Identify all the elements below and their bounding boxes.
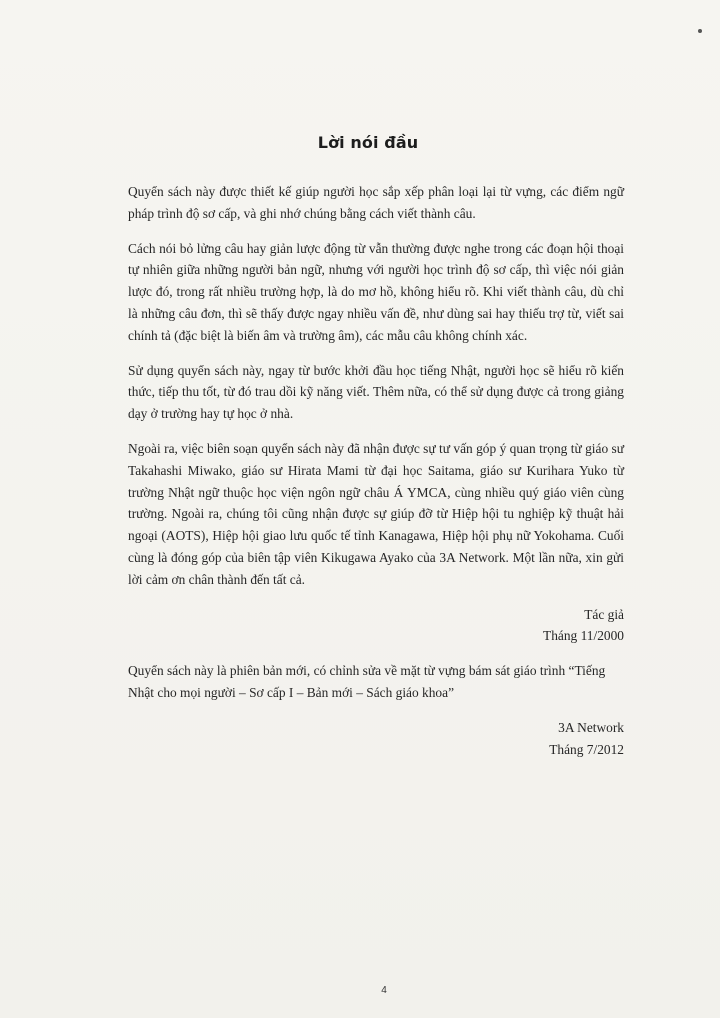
page-title: Lời nói đầu bbox=[317, 133, 419, 152]
publisher-signature bbox=[128, 717, 624, 761]
paragraph-4: Ngoài ra, việc biên soạn quyển sách này đã nhận được sự tư vấn góp ý quan trọng từ giáo sư Takahashi Miwako, giáo sư Hirata Mami từ đại học Saitama, giáo sư Kurihara Yuko từ trường Nhật ngữ thuộc học viện ngôn ngữ châu Á YMCA, cùng nhiều quý giáo viên cùng trường. Ngoài ra, chúng tôi cũng nhận được sự giúp đỡ từ Hiệp hội tu nghiệp kỹ thuật hải ngoại (AOTS), Hiệp hội giao lưu quốc tế tỉnh Kanagawa, Hiệp hội phụ nữ Yokohama. Cuối cùng là đóng góp của biên tập viên Kikugawa Ayako của 3A Network. Một lần nữa, xin gửi lời cảm ơn chân thành đến tất cả. bbox=[128, 440, 624, 587]
author-signature bbox=[128, 604, 624, 648]
edition-note: Quyển sách này là phiên bản mới, có chỉnh sửa về mặt từ vựng bám sát giáo trình “Tiếng Nhật cho mọi người – Sơ cấp I – Bản mới – Sách giáo khoa” bbox=[128, 663, 606, 700]
paragraph-3: Sử dụng quyển sách này, ngay từ bước khởi đầu học tiếng Nhật, người học sẽ hiểu rõ kiến thức, tiếp thu tốt, từ đó trau dồi kỹ năng viết. Thêm nữa, có thể sử dụng được cả trong giảng dạy ở trường hay tự học ở nhà. bbox=[128, 362, 624, 422]
page-number: 4 bbox=[381, 985, 387, 996]
paragraph-2: Cách nói bỏ lửng câu hay giản lược động từ vẫn thường được nghe trong các đoạn hội thoại tự nhiên giữa những người bản ngữ, nhưng với người học trình độ sơ cấp, thì việc nói giản lược đó, trong rất nhiều trường hợp, là do mơ hồ, không hiểu rõ. Khi viết thành câu, dù chỉ là những câu đơn, thì sẽ thấy được ngay nhiều vấn đề, như dùng sai hay thiếu trợ từ, viết sai chính tả (đặc biệt là biến âm và trường âm), các mẫu câu không chính xác. bbox=[128, 240, 624, 343]
scan-mark bbox=[698, 29, 702, 33]
publisher-name: 3A Network bbox=[558, 719, 624, 735]
author-date: Tháng 11/2000 bbox=[543, 628, 624, 644]
author-name: Tác giả bbox=[584, 606, 624, 622]
preface-body bbox=[128, 181, 624, 773]
publisher-date: Tháng 7/2012 bbox=[549, 741, 624, 757]
paragraph-1: Quyển sách này được thiết kế giúp người học sắp xếp phân loại lại từ vựng, các điểm ngữ pháp trình độ sơ cấp, và ghi nhớ chúng bằng cách viết thành câu. bbox=[128, 184, 624, 221]
